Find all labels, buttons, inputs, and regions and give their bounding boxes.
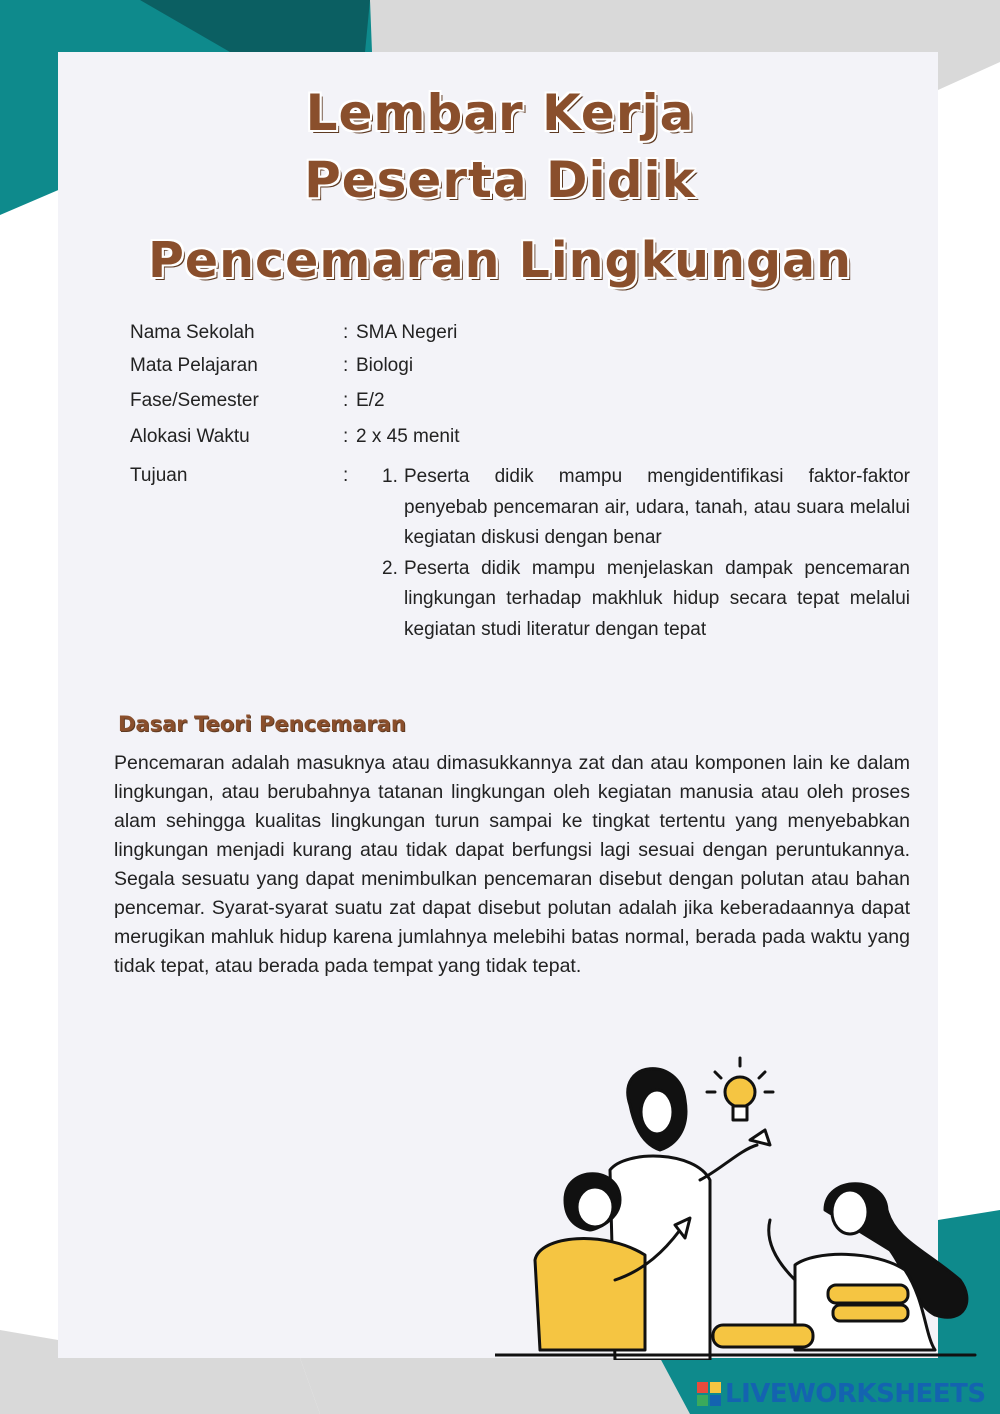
theory-paragraph: Pencemaran adalah masuknya atau dimasukkannya zat dan atau komponen lain ke dalam lingkungan, atau berubahnya tatanan lingkungan oleh kegiatan manusia atau oleh proses alam sehingga kualitas lingkungan turun sampai ke tingkat tertentu yang menyebabkan lingkungan menjadi kurang atau tidak dapat berfungsi lagi sesuai dengan peruntukannya. Segala sesuatu yang dapat menimbulkan pencemaran disebut dengan polutan atau bahan pencemar. Syarat-syarat suatu zat dapat disebut polutan adalah jika keberadaannya dapat merugikan mahluk hidup karena jumlahnya melebihi batas normal, berada pada waktu yang tidak tepat, atau berada pada tempat yang tidak tepat. — [114, 752, 910, 977]
goal-list — [382, 462, 910, 645]
brand-text: LIVEWORKSHEETS — [725, 1379, 986, 1409]
info-row-school — [130, 322, 910, 352]
info-row-phase — [130, 390, 910, 420]
colon: : — [343, 355, 349, 376]
colon: : — [343, 322, 349, 343]
goal-item — [382, 554, 910, 646]
colon: : — [343, 465, 349, 486]
goal-text: Peserta didik mampu menjelaskan dampak pencemaran lingkungan terhadap makhluk hidup secara tepat melalui kegiatan studi literatur dengan tepat — [404, 557, 910, 640]
colon: : — [343, 426, 349, 447]
colon: : — [343, 390, 349, 411]
info-row-time — [130, 426, 910, 456]
subject-value: Biologi — [356, 355, 414, 376]
theory-heading: Dasar Teori Pencemaran — [118, 712, 406, 736]
liveworksheets-logo-icon — [697, 1382, 721, 1406]
title-line-2: Peserta Didik — [304, 151, 696, 209]
students-discussion-illustration — [495, 1050, 985, 1360]
time-value: 2 x 45 menit — [356, 426, 460, 447]
goal-item — [382, 462, 910, 554]
worksheet-topic-title: Pencemaran Lingkungan — [148, 232, 852, 289]
time-label: Alokasi Waktu — [130, 426, 250, 447]
goal-text: Peserta didik mampu mengidentifikasi faktor-faktor penyebab pencemaran air, udara, tanah, atau suara melalui kegiatan diskusi dengan benar — [404, 466, 910, 548]
subject-label: Mata Pelajaran — [130, 355, 258, 376]
lightbulb-icon — [707, 1058, 773, 1120]
school-value: SMA Negeri — [356, 322, 458, 343]
phase-value: E/2 — [356, 390, 385, 411]
school-label: Nama Sekolah — [130, 322, 255, 343]
phase-label: Fase/Semester — [130, 390, 259, 411]
goal-number: 1. — [382, 466, 398, 487]
goal-label: Tujuan — [130, 465, 188, 486]
liveworksheets-brand[interactable] — [697, 1378, 997, 1408]
goal-number: 2. — [382, 557, 398, 579]
title-line-1: Lembar Kerja — [305, 84, 695, 142]
info-row-subject — [130, 355, 910, 385]
